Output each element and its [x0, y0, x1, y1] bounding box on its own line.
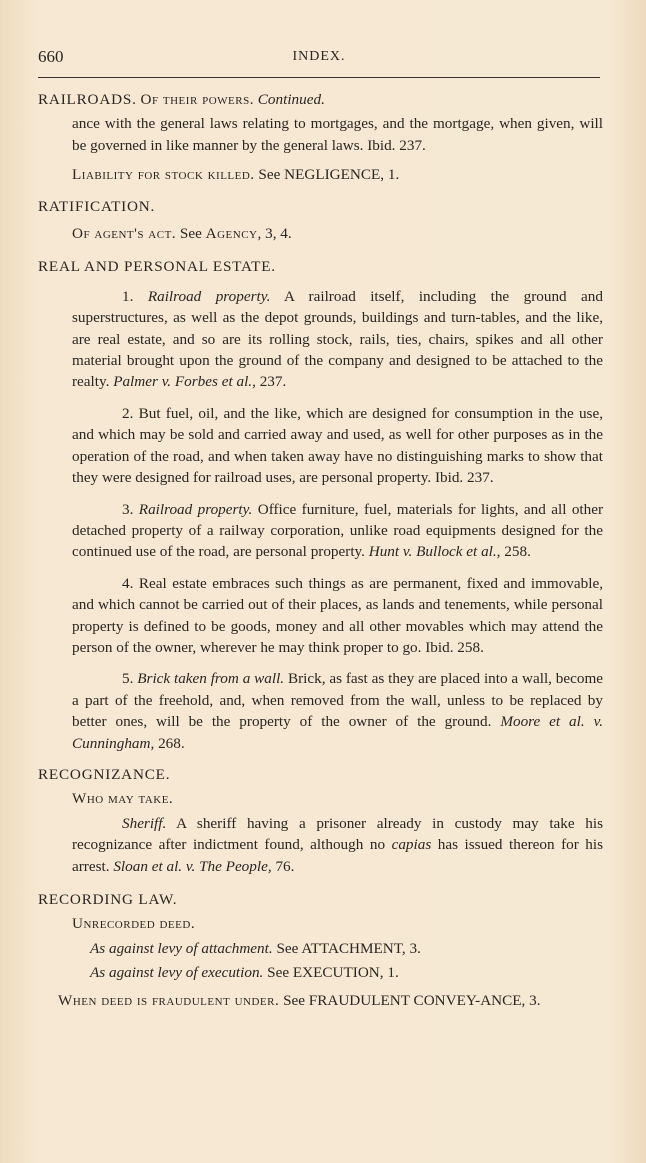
- entry-heading-real-estate: REAL AND PERSONAL ESTATE.: [38, 258, 276, 276]
- recording-unrecorded-subhead: Unrecorded deed.: [72, 915, 196, 933]
- page-header: [38, 47, 600, 69]
- entry-heading-railroads: RAILROADS. Of their powers. Continued.: [38, 91, 325, 108]
- page-number: 660: [38, 47, 64, 66]
- recognizance-sheriff-entry: Sheriff. A sheriff having a prisoner already in custody may take his recognizance after indictment found, although no capias has issued thereon for his arrest. Sloan et al. v. The People, 76.: [72, 814, 604, 875]
- ratification-agent-entry: Of agent's act. See Agency, 3, 4.: [72, 225, 292, 243]
- recording-fraudulent-entry: When deed is fraudulent under. See FRAUDULENT CONVEY-ANCE, 3.: [58, 991, 541, 1009]
- recording-attachment-entry: As against levy of attachment. See ATTACHMENT, 3.: [90, 939, 421, 957]
- continued-label: Continued.: [257, 91, 325, 108]
- real-estate-paragraph-2: 2. But fuel, oil, and the like, which are designed for consumption in the use, and which may be sold and carried away and used, as well for other purposes as in the operation of the road, and when taken away have no distinguishing marks to show that they were designed for railroad uses, are personal property. Ibid. 237.: [72, 404, 603, 487]
- entry-heading-recognizance: RECOGNIZANCE.: [38, 765, 171, 783]
- real-estate-paragraph-3: 3. Railroad property. Office furniture, fuel, materials for lights, and all other detached property of a railway corporation, unlike road equipments designed for the continued use of the road, are personal property. Hunt v. Bullock et al., 258.: [72, 500, 604, 561]
- real-estate-paragraph-1: 1. Railroad property. A railroad itself, including the ground and superstructures, as well as the depot grounds, buildings and turn-tables, and the like, are real estate, and so are its rolling stock, rails, ties, chairs, spikes and all other material brought upon the ground of the company and designed to be attached to the realty. Palmer v. Forbes et al., 237.: [72, 287, 603, 391]
- railroads-liability-entry: Liability for stock killed. See NEGLIGENCE, 1.: [72, 166, 400, 184]
- entry-heading-ratification: RATIFICATION.: [38, 197, 156, 215]
- recording-execution-entry: As against levy of execution. See EXECUTION, 1.: [90, 964, 399, 982]
- header-rule: [38, 77, 600, 78]
- railroads-subhead: Of their powers.: [140, 91, 254, 108]
- running-title: INDEX.: [292, 49, 346, 64]
- real-estate-paragraph-5: 5. Brick taken from a wall. Brick, as fast as they are placed into a wall, become a part of the freehold, and, when removed from the wall, unless to be replaced by better ones, will be the property of the owner of the ground. Moore et al. v. Cunningham, 268.: [72, 670, 604, 752]
- recognizance-subhead: Who may take.: [72, 790, 174, 808]
- index-body: [38, 89, 603, 1011]
- real-estate-paragraph-4: 4. Real estate embraces such things as are permanent, fixed and immovable, and which cannot be carried out of their places, as lands and tenements, while personal property is defined to be goods, money and all other movables which may attend the person of the owner, wherever he may think proper to go. Ibid. 258.: [72, 574, 603, 656]
- railroads-continuation: ance with the general laws relating to mortgages, and the mortgage, when given, will be governed in like manner by the general laws. Ibid. 237.: [72, 115, 603, 154]
- entry-heading-recording-law: RECORDING LAW.: [38, 891, 178, 908]
